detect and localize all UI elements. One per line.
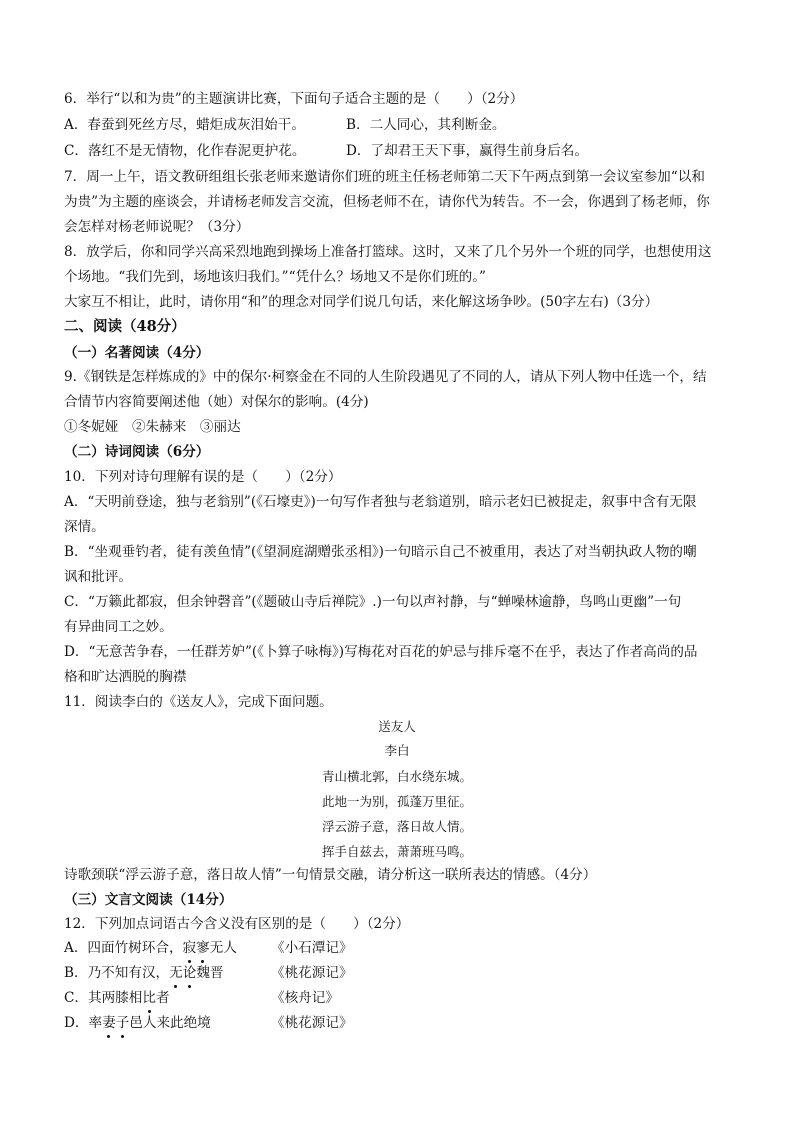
q8-line: 8．放学后，你和同学兴高采烈地跑到操场上准备打篮球。这时，又来了几个另外一个班的同学，也想使用这 — [64, 244, 712, 260]
poem-line: 挥手自兹去，萧萧班马鸣。 — [321, 844, 472, 859]
dotted-char: 子 — [115, 1015, 130, 1031]
q9-line: 合情节内容简要阐述他（她）对保尔的影响。(4分) — [64, 394, 369, 410]
q6-stem: 6．举行“以和为贵”的主题演讲比赛，下面句子适合主题的是（ ）（2分） — [64, 91, 524, 107]
poem-line: 此地一为别，孤蓬万里征。 — [321, 794, 472, 809]
poem-line: 浮云游子意，落日故人情。 — [321, 819, 472, 834]
option-text: 邑人来此绝境 — [129, 1015, 211, 1031]
option-text: 无人 — [209, 940, 237, 956]
option-text: 者 — [155, 990, 170, 1006]
q10-stem: 10．下列对诗句理解有误的是（ ）（2分） — [64, 469, 342, 485]
q7-line: 会怎样对杨老师说呢？（3分） — [64, 219, 250, 235]
option-text: D．率 — [64, 1015, 103, 1031]
q12-source: 《核舟记》 — [271, 990, 339, 1006]
q6-option-a: A．春蚕到死丝方尽，蜡炬成灰泪始干。 — [64, 117, 305, 133]
q7-line: 7．周一上午，语文教研组组长张老师来邀请你们班的班主任杨老师第二天下午两点到第一会议室参加“以和 — [64, 169, 705, 185]
poem-line: 青山横北郭，白水绕东城。 — [321, 769, 472, 784]
subsection-3-title: （三）文言文阅读（14分） — [64, 892, 233, 908]
q6-option-b: B．二人同心，其利断金。 — [346, 117, 506, 133]
q6-option-d: D．了却君王天下事，赢得生前身后名。 — [346, 143, 588, 159]
q12-option-d — [64, 1013, 211, 1033]
subsection-1-title: （一）名著阅读（4分） — [64, 345, 210, 361]
q12-option-a — [64, 938, 237, 958]
option-text: 魏晋 — [196, 965, 224, 981]
q10-line: 格和旷达洒脱的胸襟 — [64, 669, 187, 685]
option-text: A．四面竹树环合， — [64, 940, 183, 956]
q12-source: 《桃花源记》 — [271, 965, 353, 981]
dotted-char: 比 — [142, 990, 156, 1006]
poem-author: 李白 — [384, 743, 410, 758]
q8-line: 大家互不相让，此时，请你用“和”的理念对同学们说几句话，来化解这场争吵。(50字左右)（3分） — [64, 294, 659, 310]
q11-stem: 11．阅读李白的《送友人》，完成下面问题。 — [64, 694, 333, 710]
q9-line: 9.《钢铁是怎样炼成的》中的保尔·柯察金在不同的人生阶段遇见了不同的人，请从下列人物中任选一个，结 — [64, 369, 707, 385]
q10-line: A．“天明前登途，独与老翁别”(《石壕吏》)一句写作者独与老翁道别，暗示老妇已被捉走，叙事中含有无限 — [64, 494, 697, 510]
dotted-char: 论 — [182, 965, 197, 981]
dotted-char: 寥 — [196, 940, 210, 956]
option-text: C．其两膝相 — [64, 990, 143, 1006]
q12-option-b — [64, 963, 224, 983]
q10-line: D．“无意苦争春，一任群芳妒”(《卜算子咏梅》)写梅花对百花的妒忌与排斥毫不在乎，表达了作者高尚的品 — [64, 644, 698, 660]
q12-stem: 12．下列加点词语古今含义没有区别的是（ ）（2分） — [64, 916, 410, 932]
q12-source: 《小石潭记》 — [271, 940, 353, 956]
poem-title: 送友人 — [378, 719, 416, 734]
q10-line: 深情。 — [64, 519, 105, 535]
option-text: B．乃不知有汉， — [64, 965, 170, 981]
q8-line: 个场地。“我们先到，场地该归我们。”“凭什么？场地又不是你们班的。” — [64, 269, 487, 285]
q6-option-c: C．落红不是无情物，化作春泥更护花。 — [64, 143, 306, 159]
q10-line: C．“万籁此都寂，但余钟磬音”(《题破山寺后禅院》.)一句以声衬静，与“蝉噪林逾静，鸟鸣山更幽”一句 — [64, 594, 682, 610]
q12-source: 《桃花源记》 — [271, 1015, 353, 1031]
q11-question: 诗歌颈联“浮云游子意，落日故人情”一句情景交融，请分析这一联所表达的情感。（4分） — [64, 867, 597, 883]
q10-line: B．“坐观垂钓者，徒有羡鱼情”(《望洞庭湖赠张丞相》)一句暗示自己不被重用，表达了对当朝执政人物的嘲 — [64, 544, 697, 560]
dotted-char: 无 — [169, 965, 183, 981]
subsection-2-title: （二）诗词阅读（6分） — [64, 444, 210, 460]
dotted-char: 妻 — [102, 1015, 116, 1031]
q7-line: 为贵”为主题的座谈会，并请杨老师发言交流，但杨老师不在，请你代为转告。不一会，你遇到了杨老师，你 — [64, 194, 710, 210]
dotted-char: 寂 — [182, 940, 197, 956]
q9-options: ①冬妮娅 ②朱赫来 ③丽达 — [64, 419, 241, 435]
q10-line: 讽和批评。 — [64, 569, 132, 585]
section-2-title: 二、阅读（48分） — [64, 318, 186, 335]
q12-option-c — [64, 988, 170, 1008]
q10-line: 有异曲同工之妙。 — [64, 619, 173, 635]
